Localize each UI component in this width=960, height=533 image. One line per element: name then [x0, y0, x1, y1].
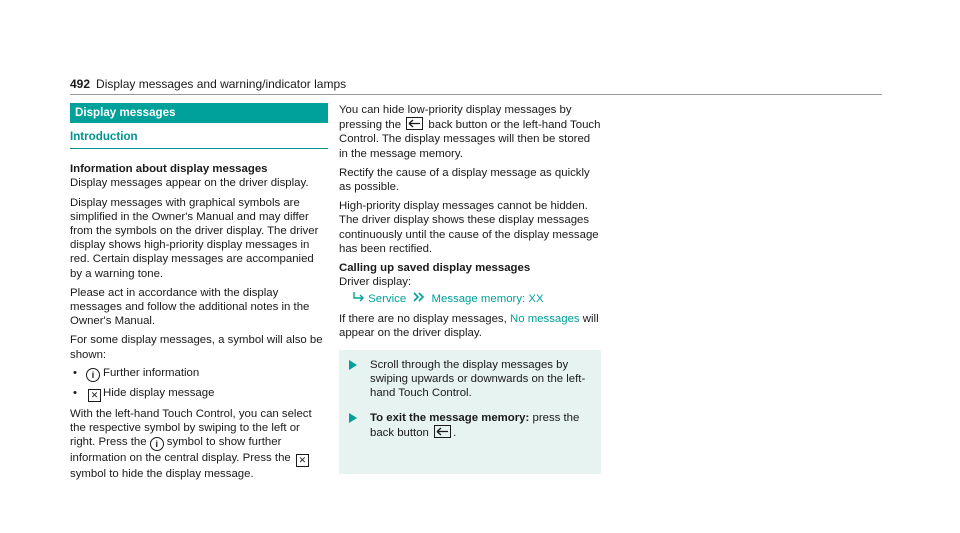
- paragraph: Rectify the cause of a display message as quickly as possible.: [339, 166, 590, 194]
- paragraph: For some display messages, a symbol will also be shown:: [70, 334, 323, 361]
- info-icon: i: [86, 368, 100, 382]
- info-icon: i: [150, 437, 164, 451]
- triangle-step-icon: [349, 360, 357, 370]
- right-column: [339, 103, 601, 474]
- paragraph: [70, 407, 328, 482]
- back-arrow-icon: [406, 117, 423, 130]
- path-message-memory: Message memory: XX: [431, 293, 544, 306]
- list-item: [70, 386, 328, 402]
- chapter-title: Display messages and warning/indicator lamps: [96, 77, 347, 91]
- instruction-steps: [339, 350, 601, 474]
- page-header: [70, 77, 346, 91]
- header-divider: [70, 94, 882, 95]
- x-icon: ✕: [296, 454, 309, 467]
- paragraph: Display messages appear on the driver display.: [70, 177, 309, 190]
- text: back button or the left-hand Touch Control. The display messages will then be stored in the message memory.: [339, 119, 601, 160]
- path-start-arrow-icon: [353, 292, 365, 306]
- text: will appear on the driver display.: [339, 312, 599, 339]
- step-bold-text: To exit the message memory:: [370, 411, 530, 424]
- text: With the left-hand Touch Control, you can select the respective symbol by swiping to the left or right. Press the: [70, 407, 312, 449]
- list-item: [70, 366, 328, 382]
- no-messages-label: No messages: [509, 312, 580, 325]
- paragraph: [339, 312, 601, 340]
- step-item: [339, 358, 601, 401]
- text: symbol to hide the display message.: [70, 468, 254, 481]
- x-icon: ✕: [88, 389, 101, 402]
- paragraph: Please act in accordance with the display messages and follow the additional notes in the Owner's Manual.: [70, 286, 310, 328]
- section-title: Display messages: [70, 103, 328, 123]
- menu-path: [339, 292, 601, 306]
- step-item: [339, 411, 601, 440]
- step-text: Scroll through the display messages by swiping upwards or downwards on the left-hand Touch Control.: [370, 359, 586, 400]
- double-chevron-icon: [413, 292, 424, 306]
- path-service: Service: [368, 293, 407, 306]
- triangle-step-icon: [349, 413, 357, 423]
- text: symbol to show further information on the central display. Press the: [70, 436, 291, 465]
- paragraph: High-priority display messages cannot be hidden. The driver display shows these display messages continuously until the cause of the display message has been rectified.: [339, 200, 599, 255]
- driver-display-label: Driver display:: [339, 276, 412, 289]
- calling-heading: Calling up saved display messages: [339, 262, 531, 275]
- info-heading: Information about display messages: [70, 163, 268, 176]
- paragraph: [339, 103, 601, 161]
- paragraph: Display messages with graphical symbols are simplified in the Owner's Manual and may differ from the symbols on the driver display. The driver display shows high-priority display messages in red. Certain display messages are accompanied by a warning tone.: [70, 196, 319, 280]
- step-text: press the back button: [370, 411, 580, 439]
- list-item-label: Further information: [103, 366, 200, 379]
- text: If there are no display messages,: [339, 312, 507, 325]
- page-number: 492: [70, 77, 91, 91]
- left-column: [70, 103, 328, 481]
- step-text: .: [453, 426, 457, 439]
- subsection-title: Introduction: [70, 130, 328, 149]
- list-item-label: Hide display message: [103, 386, 215, 399]
- back-arrow-icon: [434, 425, 451, 438]
- text: You can hide low-priority display messages by pressing the: [339, 104, 572, 132]
